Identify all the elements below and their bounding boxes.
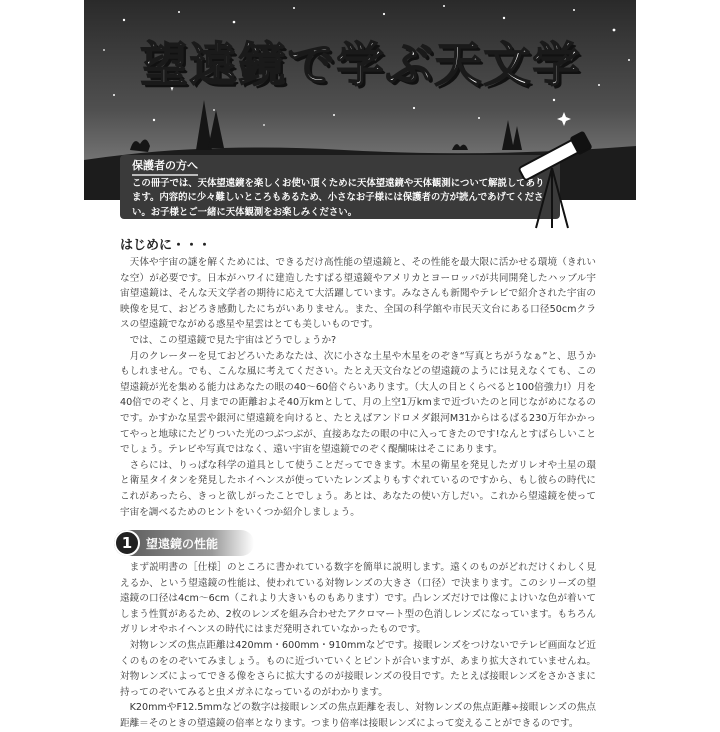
section-paragraph: まず説明書の［仕様］のところに書かれている数字を簡単に説明します。遠くのものがどれだけくわしく見えるか、という望遠鏡の性能は、使われている対物レンズの大きさ（口径）で決まります。このシリーズの望遠鏡の口径は4cm～6cm（これより大きいものもあります）です。凸レンズだけでは像によけいな色が着いてしまう性質があるため、2枚のレンズを組み合わせたアクロマート型の色消しレンズになっています。もちろんガリレオやホイヘンスの時代にはまだ発明されていなかったものです。 bbox=[120, 562, 596, 636]
section-number-badge: 1 bbox=[114, 530, 140, 556]
intro-heading: はじめに・・・ bbox=[120, 238, 212, 253]
notice-title: 保護者の方へ bbox=[132, 159, 198, 176]
trees bbox=[130, 100, 522, 152]
main-content bbox=[120, 234, 596, 732]
page-title: 望遠鏡で学ぶ天文学 bbox=[140, 38, 582, 93]
section-1-banner bbox=[114, 530, 254, 556]
intro-paragraph: 月のクレーターを見ておどろいたあなたは、次に小さな土星や木星をのぞき“写真とちがうなぁ”と、思うかもしれません。でも、こんな風に考えてください。たとえ天文台などの望遠鏡のようには見えなくても、この望遠鏡が光を集める能力はあなたの眼の40～60倍ぐらいあります。（大人の目とくらべると100倍強力!）月を40倍でのぞくと、月までの距離およそ40万kmとして、月の上空1万kmまで近づいたのと同じながめになるのです。かすかな星雲や銀河に望遠鏡を向けると、たとえばアンドロメダ銀河M31からはるばる230万年かかってやっと地球にたどりついた光のつぶつぶが、直接あなたの眼の中に入ってきたのです!なんとすばらしいことでしょう。テレビや写真ではなく、遠い宇宙を望遠鏡でのぞく醍醐味はそこにあります。 bbox=[120, 350, 596, 456]
intro-paragraph: では、この望遠鏡で見た宇宙はどうでしょうか? bbox=[129, 334, 337, 346]
telescope-icon bbox=[508, 130, 598, 230]
intro-paragraph: 天体や宇宙の謎を解くためには、できるだけ高性能の望遠鏡と、その性能を最大限に活かせる環境（きれいな空）が必要です。日本がハワイに建造したすばる望遠鏡やアメリカとヨーロッパが共同開発したハッブル宇宙望遠鏡は、そんな天文学者の期待に応えて大活躍しています。みなさんも新聞やテレビで紹介された宇宙の映像を見て、おどろき感動したにちがいありません。また、全国の科学館や市民天文台にある口径50cmクラスの望遠鏡でながめる惑星や星雲はとても美しいものです。 bbox=[120, 257, 596, 331]
parent-notice-box bbox=[120, 155, 560, 219]
section-paragraph: 対物レンズの焦点距離は420mm・600mm・910mmなどです。接眼レンズをつけないでテレビ画面など近くのものをのぞいてみましょう。ものに近づいていくとピントが合いますが、あまり拡大されていませんね。対物レンズによってできる像をさらに拡大するのが接眼レンズの役目です。たとえば接眼レンズをさかさまに持ってのぞいてみると虫メガネになっているのがわかります。 bbox=[120, 640, 596, 698]
section-paragraph: K20mmやF12.5mmなどの数字は接眼レンズの焦点距離を表し、対物レンズの焦点距離÷接眼レンズの焦点距離＝そのときの望遠鏡の倍率となります。つまり倍率は接眼レンズによって変えることができるのです。 bbox=[120, 702, 596, 730]
section-1-title: 望遠鏡の性能 bbox=[146, 536, 219, 551]
notice-body: この冊子では、天体望遠鏡を楽しくお使い頂くために天体望遠鏡や天体観測について解説してあります。内容的に少々難しいところもあるため、小さなお子様には保護者の方が読んであげてください。お子様とご一緒に天体観測をお楽しみください。 bbox=[132, 177, 545, 218]
intro-paragraph: さらには、りっぱな科学の道具として使うことだってできます。木星の衛星を発見したガリレオや土星の環と衛星タイタンを発見したホイヘンスが使っていたレンズよりもすぐれているのですから、もし彼らの時代にこれがあったら、きっと欲しがったことでしょう。あとは、あなたの使い方しだい。これから望遠鏡を使って宇宙を調べるためのヒントをいくつか紹介しましょう。 bbox=[120, 459, 596, 518]
